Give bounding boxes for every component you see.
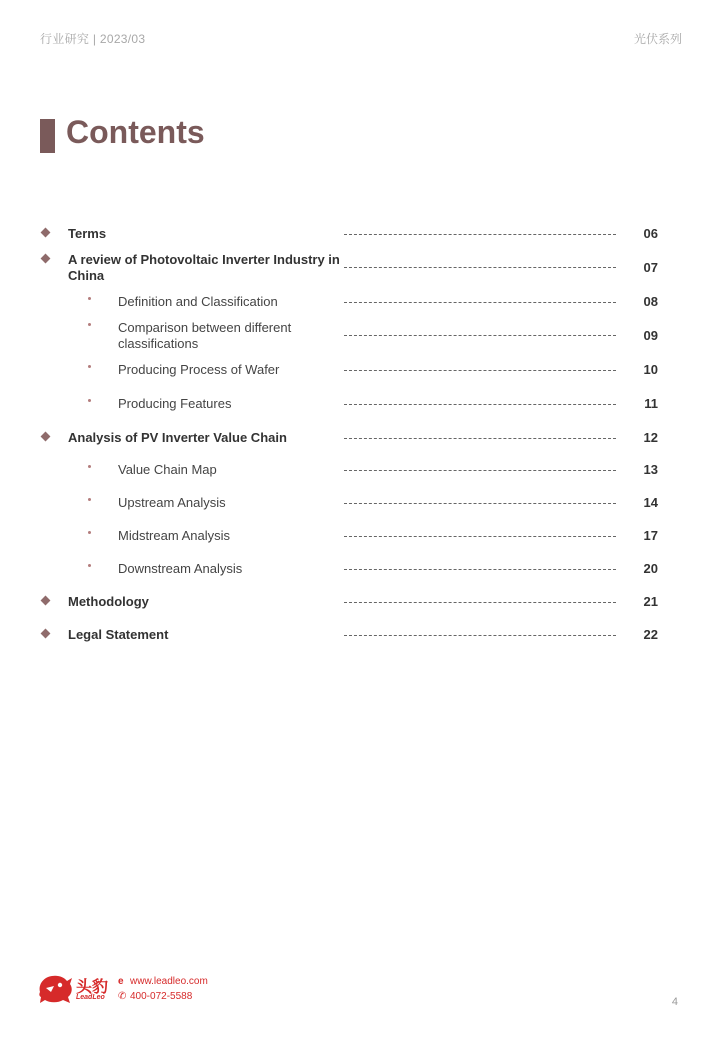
diamond-bullet-icon xyxy=(41,596,51,606)
toc-label: A review of Photovoltaic Inverter Industry in China xyxy=(68,252,340,283)
dot-leader xyxy=(344,404,616,405)
dot-leader xyxy=(344,267,616,268)
header-series: 光伏系列 xyxy=(633,32,682,46)
toc-label: Upstream Analysis xyxy=(118,495,226,510)
dot-bullet-icon xyxy=(88,465,91,468)
toc-page-number: 22 xyxy=(643,627,658,642)
phone-text: 400-072-5588 xyxy=(130,991,193,1002)
diamond-bullet-icon xyxy=(41,228,51,238)
dot-bullet-icon xyxy=(88,498,91,501)
dot-bullet-icon xyxy=(88,323,91,326)
toc-label: Downstream Analysis xyxy=(118,561,243,576)
website-text: www.leadleo.com xyxy=(130,976,208,987)
dot-leader xyxy=(344,234,616,235)
toc-label: Terms xyxy=(68,226,107,241)
dot-leader xyxy=(344,503,616,504)
leopard-logo-icon xyxy=(36,972,74,1011)
brand-name-en: LeadLeo xyxy=(76,994,105,1001)
toc-label: Legal Statement xyxy=(68,627,169,642)
diamond-bullet-icon xyxy=(41,432,51,442)
dot-leader xyxy=(344,635,616,636)
dot-leader xyxy=(344,470,616,471)
dot-leader xyxy=(344,569,616,570)
header-report-type: 行业研究 | 2023/03 xyxy=(40,32,146,46)
toc-page-number: 13 xyxy=(643,462,658,477)
dot-leader xyxy=(344,438,616,439)
toc-label: Producing Features xyxy=(118,396,232,411)
toc-page-number: 07 xyxy=(643,260,658,275)
toc-label: Midstream Analysis xyxy=(118,528,230,543)
toc-page-number: 14 xyxy=(643,495,658,510)
toc-page-number: 12 xyxy=(643,430,658,445)
website-link[interactable] xyxy=(118,976,208,987)
toc-page-number: 06 xyxy=(643,226,658,241)
dot-leader xyxy=(344,536,616,537)
page-number: 4 xyxy=(671,996,678,1008)
toc-label: Value Chain Map xyxy=(118,462,217,477)
toc-page-number: 17 xyxy=(643,528,658,543)
title-accent-bar xyxy=(40,119,55,153)
toc-label: Methodology xyxy=(68,594,149,609)
dot-bullet-icon xyxy=(88,365,91,368)
phone-icon: ✆ xyxy=(118,991,127,1002)
toc-label: Analysis of PV Inverter Value Chain xyxy=(68,430,287,445)
dot-leader xyxy=(344,370,616,371)
toc-page-number: 11 xyxy=(644,396,658,411)
web-e-icon: e xyxy=(118,976,124,987)
dot-leader xyxy=(344,602,616,603)
toc-page-number: 21 xyxy=(643,594,658,609)
dot-leader xyxy=(344,302,616,303)
dot-bullet-icon xyxy=(88,531,91,534)
toc-page-number: 09 xyxy=(643,328,658,343)
dot-leader xyxy=(344,335,616,336)
brand-name-cn: 头豹 xyxy=(76,979,109,996)
page-title: Contents xyxy=(66,114,205,150)
diamond-bullet-icon xyxy=(41,629,51,639)
toc-page-number: 20 xyxy=(643,561,658,576)
diamond-bullet-icon xyxy=(41,254,51,264)
toc-label: Comparison between different classifications xyxy=(118,320,292,351)
dot-bullet-icon xyxy=(88,564,91,567)
toc-label: Producing Process of Wafer xyxy=(118,362,280,377)
toc-page-number: 10 xyxy=(643,362,658,377)
dot-bullet-icon xyxy=(88,399,91,402)
toc-label: Definition and Classification xyxy=(118,294,278,309)
dot-bullet-icon xyxy=(88,297,91,300)
toc-page-number: 08 xyxy=(643,294,658,309)
phone-contact xyxy=(118,991,192,1002)
